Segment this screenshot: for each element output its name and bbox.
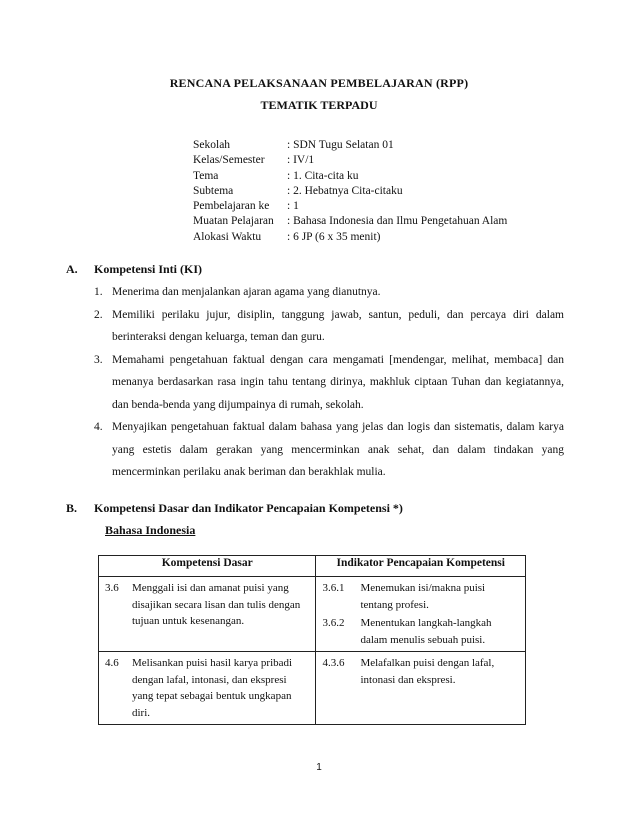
item-number: 1. — [94, 286, 103, 298]
identity-table — [193, 138, 507, 245]
indicator-text: Menemukan isi/makna puisi tentang profesi. — [360, 582, 486, 611]
column-header-indikator: Indikator Pencapaian Kompetensi — [316, 556, 526, 577]
item-number: 4. — [94, 421, 103, 433]
table-header-row — [99, 556, 526, 577]
kd-cell — [99, 577, 316, 652]
info-row-tema — [193, 169, 507, 184]
document-title: RENCANA PELAKSANAAN PEMBELAJARAN (RPP) — [169, 76, 469, 90]
competency-table — [98, 555, 526, 725]
kd-code: 3.6 — [105, 582, 119, 594]
section-title: Kompetensi Dasar dan Indikator Pencapaian Kompetensi *) — [94, 501, 403, 515]
indicator-code: 4.3.6 — [322, 657, 345, 669]
info-value: : 1. Cita-cita ku — [287, 169, 359, 182]
indicator-cell — [316, 652, 526, 725]
item-text: Menerima dan menjalankan ajaran agama yang dianutnya. — [112, 286, 381, 298]
section-a-heading — [66, 262, 202, 277]
item-text: Memahami pengetahuan faktual dengan cara mengamati [mendengar, melihat, membaca] dan menanya berdasarkan rasa ingin tahu tentang dirinya, makhluk ciptaan Tuhan dan kegiatannya, dan benda-benda yang dijumpainya di rumah, sekolah. — [112, 353, 564, 411]
item-number: 3. — [94, 353, 103, 366]
info-row-sekolah — [193, 138, 507, 153]
list-item — [94, 416, 564, 484]
indicator-code: 3.6.1 — [322, 582, 345, 594]
subject-heading: Bahasa Indonesia — [105, 523, 196, 537]
info-key: Alokasi Waktu — [193, 230, 262, 243]
section-b-heading — [66, 501, 403, 516]
document-subtitle: TEMATIK TERPADU — [260, 98, 378, 112]
table-row — [99, 652, 526, 725]
info-value: : SDN Tugu Selatan 01 — [287, 139, 394, 151]
info-value: : 1 — [287, 200, 299, 213]
kd-code: 4.6 — [105, 657, 119, 669]
info-key: Sekolah — [193, 139, 231, 151]
info-row-subtema — [193, 184, 507, 199]
info-key: Pembelajaran ke — [193, 200, 270, 213]
table-row — [99, 577, 526, 652]
item-number: 2. — [94, 308, 103, 321]
list-item — [94, 304, 564, 349]
kd-text: Melisankan puisi hasil karya pribadi dengan lafal, intonasi, dan ekspresi yang tepat sebagai bentuk ungkapan diri. — [132, 657, 293, 719]
info-key: Muatan Pelajaran — [193, 215, 274, 228]
section-title: Kompetensi Inti (KI) — [94, 262, 202, 276]
info-row-alokasi — [193, 230, 507, 245]
indicator-cell — [316, 577, 526, 652]
page-number: 1 — [316, 762, 322, 773]
section-letter: A. — [66, 262, 78, 276]
info-key: Subtema — [193, 184, 234, 197]
list-item — [94, 281, 564, 304]
item-text: Memiliki perilaku jujur, disiplin, tanggung jawab, santun, peduli, dan percaya diri dalam berinteraksi dengan keluarga, teman dan guru. — [112, 308, 564, 343]
info-value: : 6 JP (6 x 35 menit) — [287, 230, 381, 243]
indicator-code: 3.6.2 — [322, 617, 345, 629]
info-row-muatan — [193, 214, 507, 229]
column-header-kd: Kompetensi Dasar — [99, 556, 316, 577]
info-row-kelas — [193, 153, 507, 168]
info-value: : 2. Hebatnya Cita-citaku — [287, 184, 403, 197]
indicator-text: Melafalkan puisi dengan lafal, intonasi dan ekspresi. — [360, 657, 495, 686]
kd-cell — [99, 652, 316, 725]
info-key: Tema — [193, 169, 219, 182]
item-text: Menyajikan pengetahuan faktual dalam bahasa yang jelas dan logis dan sistematis, dalam karya yang estetis dalam gerakan yang mencerminkan anak sehat, dan dalam tindakan yang mencerminkan perilaku anak beriman dan berakhlak mulia. — [112, 421, 564, 478]
kd-text: Menggali isi dan amanat puisi yang disajikan secara lisan dan tulis dengan tujuan untuk kesenangan. — [132, 582, 301, 627]
section-letter: B. — [66, 501, 78, 515]
ki-list — [94, 281, 564, 484]
info-value: : Bahasa Indonesia dan Ilmu Pengetahuan Alam — [287, 215, 508, 228]
info-value: : IV/1 — [287, 154, 315, 167]
list-item — [94, 349, 564, 417]
info-row-pembelajaran — [193, 199, 507, 214]
info-key: Kelas/Semester — [193, 154, 265, 167]
indicator-text: Menentukan langkah-langkah dalam menulis sebuah puisi. — [360, 617, 492, 646]
